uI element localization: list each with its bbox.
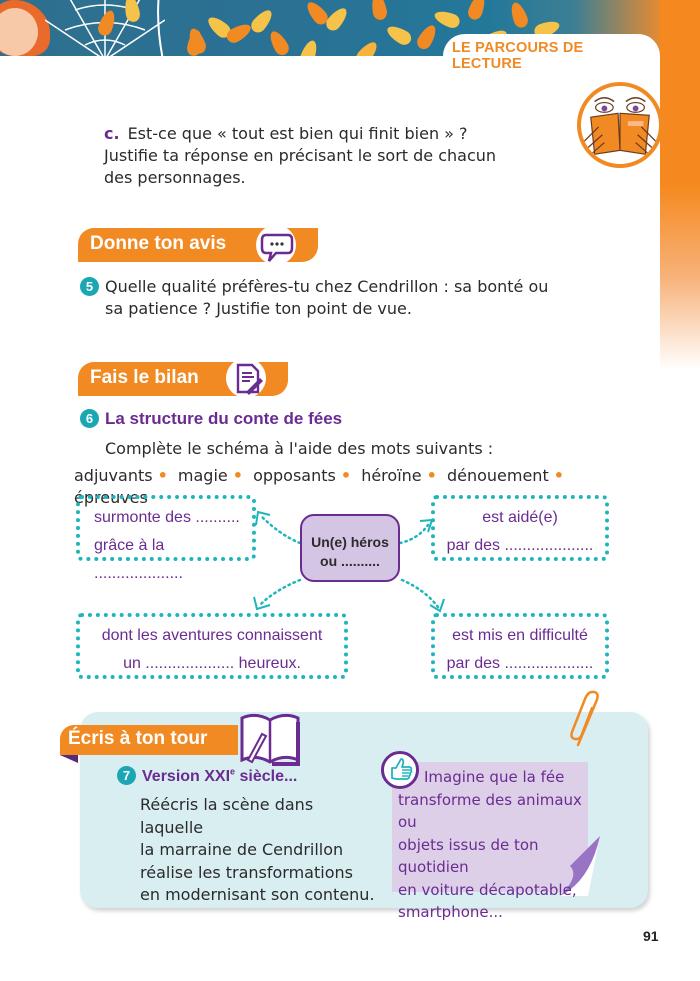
question-7-title: 7 Version XXIe siècle...: [117, 766, 297, 786]
paperclip-icon: [568, 690, 608, 750]
question-letter: c.: [104, 124, 120, 143]
schema-box-top-right: est aidé(e) par des ....................: [431, 495, 609, 561]
section-title: Fais le bilan: [90, 367, 199, 388]
tip-text: Imagine que la fée transforme des animaux ou objets issus de ton quotidien en voiture décapotable, smartphone...: [398, 768, 582, 921]
question-7-body: Réécris la scène dans laquelle la marraine de Cendrillon réalise les transformations en modernisant son contenu.: [140, 795, 375, 904]
word-list: adjuvants • magie • opposants • héroïne • dénouement • épreuves: [74, 466, 564, 507]
schema-box-bottom-right: est mis en difficulté par des ....................: [431, 613, 609, 679]
question-number-badge: 5: [80, 277, 99, 296]
schema-box-bottom-left: dont les aventures connaissent un .................... heureux.: [76, 613, 348, 679]
page-number: 91: [643, 928, 659, 944]
section-title: Donne ton avis: [90, 233, 227, 254]
question-6-title: 6 La structure du conte de fées: [80, 409, 342, 429]
section-title: Écris à ton tour: [68, 728, 208, 749]
reading-mascot-icon: [577, 82, 663, 168]
speech-bubble-icon: [260, 232, 294, 264]
side-orange-strip: [660, 0, 700, 370]
schema-center-box: Un(e) héros ou ..........: [300, 514, 400, 582]
word: adjuvants: [74, 466, 153, 485]
question-number-badge: 6: [80, 409, 99, 428]
question-number-badge: 7: [117, 766, 136, 785]
section-label: LE PARCOURS DE LECTURE: [452, 40, 584, 72]
word: magie: [177, 466, 228, 485]
document-pencil-icon: [230, 362, 264, 396]
open-book-pen-icon: [238, 710, 302, 766]
word: épreuves: [74, 488, 148, 507]
schema-box-top-left: surmonte des .......... grâce à la ....................: [76, 495, 256, 561]
section-header-write: [60, 725, 238, 755]
question-6-instruction: Complète le schéma à l'aide des mots suivants :: [105, 439, 494, 458]
word: dénouement: [446, 466, 549, 485]
question-5: 5 Quelle qualité préfères-tu chez Cendrillon : sa bonté ou sa patience ? Justifie ton point de vue.: [80, 276, 560, 320]
word: opposants: [253, 466, 336, 485]
word: héroïne: [361, 466, 422, 485]
question-c: c. Est-ce que « tout est bien qui finit bien » ?: [104, 124, 468, 143]
